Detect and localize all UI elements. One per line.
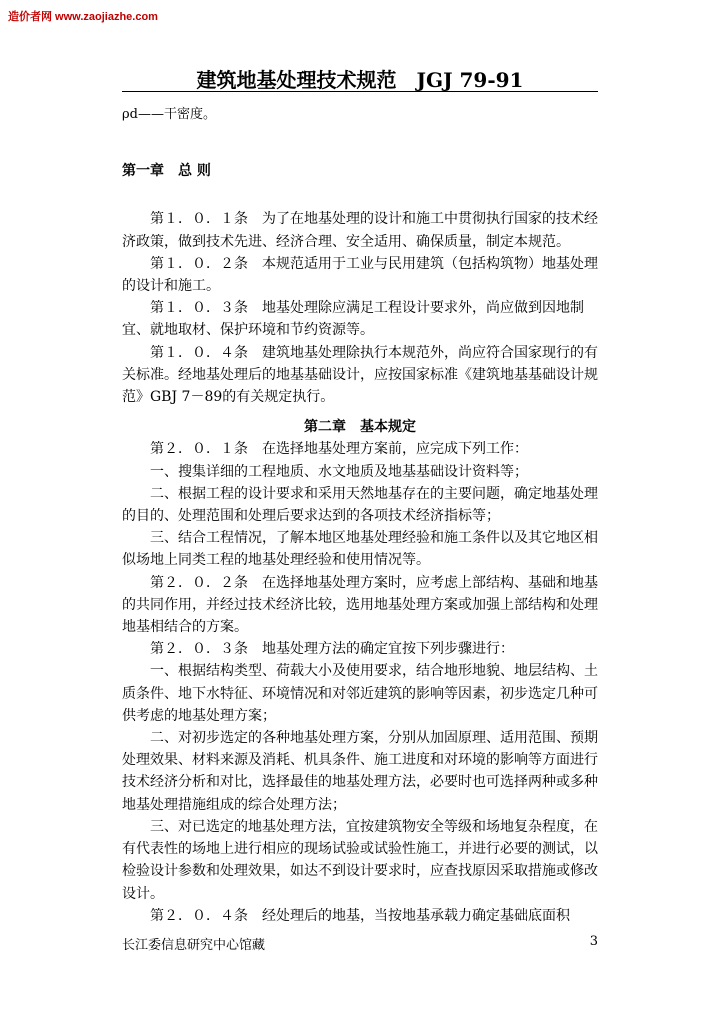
document-body [122, 104, 598, 927]
symbol-definition: ρd——干密度。 [122, 107, 216, 122]
footer-collection-note: 长江委信息研究中心馆藏 [122, 938, 266, 953]
list-item: 三、对已选定的地基处理方法，宜按建筑物安全等级和场地复杂程度，在有代表性的场地上进行相应的现场试验或试验性施工，并进行必要的测试，以检验设计参数和处理效果，如达不到设计要求时，应查找原因采取措施或修改设计。 [122, 818, 598, 902]
list-item: 二、对初步选定的各种地基处理方案，分别从加固原理、适用范围、预期处理效果、材料来源及消耗、机具条件、施工进度和对环境的影响等方面进行技术经济分析和对比，选择最佳的地基处理方法，必要时也可选择两种或多种地基处理措施组成的综合处理方法； [122, 730, 598, 813]
spacer [122, 408, 598, 416]
article-1-0-4: 第１．０．４条 建筑地基处理除执行本规范外，尚应符合国家现行的有关标准。经地基处理后的地基基础设计，应按国家标准《建筑地基基础设计规范》GBJ 7－89的有关规定执行。 [122, 344, 598, 406]
article-1-0-3: 第１．０．３条 地基处理除应满足工程设计要求外，尚应做到因地制宜、就地取材、保护环境和节约资源等。 [122, 300, 584, 339]
chapter-1-title: 第一章 总 则 [122, 163, 211, 180]
spacer [122, 182, 598, 208]
document-header-title: 建筑地基处理技术规范 JGJ 79-91 [196, 68, 524, 92]
article-2-0-4: 第２．０．４条 经处理后的地基，当按地基承载力确定基础底面积 [150, 907, 570, 924]
list-item: 一、根据结构类型、荷载大小及使用要求，结合地形地貌、地层结构、土质条件、地下水特征、环境情况和对邻近建筑的影响等因素，初步选定几种可供考虑的地基处理方案； [122, 663, 598, 724]
article-2-0-3: 第２．０．３条 地基处理方法的确定宜按下列步骤进行： [150, 641, 514, 658]
article-1-0-1: 第１．０．１条 为了在地基处理的设计和施工中贯彻执行国家的技术经济政策，做到技术先进、经济合理、安全适用、确保质量，制定本规范。 [122, 211, 598, 250]
article-2-0-2: 第２．０．２条 在选择地基处理方案时，应考虑上部结构、基础和地基的共同作用，并经过技术经济比较，选用地基处理方案或加强上部结构和处理地基相结合的方案。 [122, 574, 598, 636]
page-number: 3 [589, 934, 598, 949]
watermark-link[interactable]: 造价者网 www.zaojiazhe.com [8, 11, 158, 23]
list-item: 一、搜集详细的工程地质、水文地质及地基基础设计资料等； [150, 463, 528, 480]
article-2-0-1: 第２．０．１条 在选择地基处理方案前，应完成下列工作： [150, 441, 528, 458]
chapter-2-title: 第二章 基本规定 [304, 419, 416, 436]
list-item: 三、结合工程情况，了解本地区地基处理经验和施工条件以及其它地区相似场地上同类工程的地基处理经验和使用情况等。 [122, 530, 598, 569]
article-1-0-2: 第１．０．２条 本规范适用于工业与民用建筑（包括构筑物）地基处理的设计和施工。 [122, 255, 598, 295]
header-divider [122, 91, 598, 92]
list-item: 二、根据工程的设计要求和采用天然地基存在的主要问题，确定地基处理的目的、处理范围和处理后要求达到的各项技术经济指标等； [122, 485, 598, 525]
